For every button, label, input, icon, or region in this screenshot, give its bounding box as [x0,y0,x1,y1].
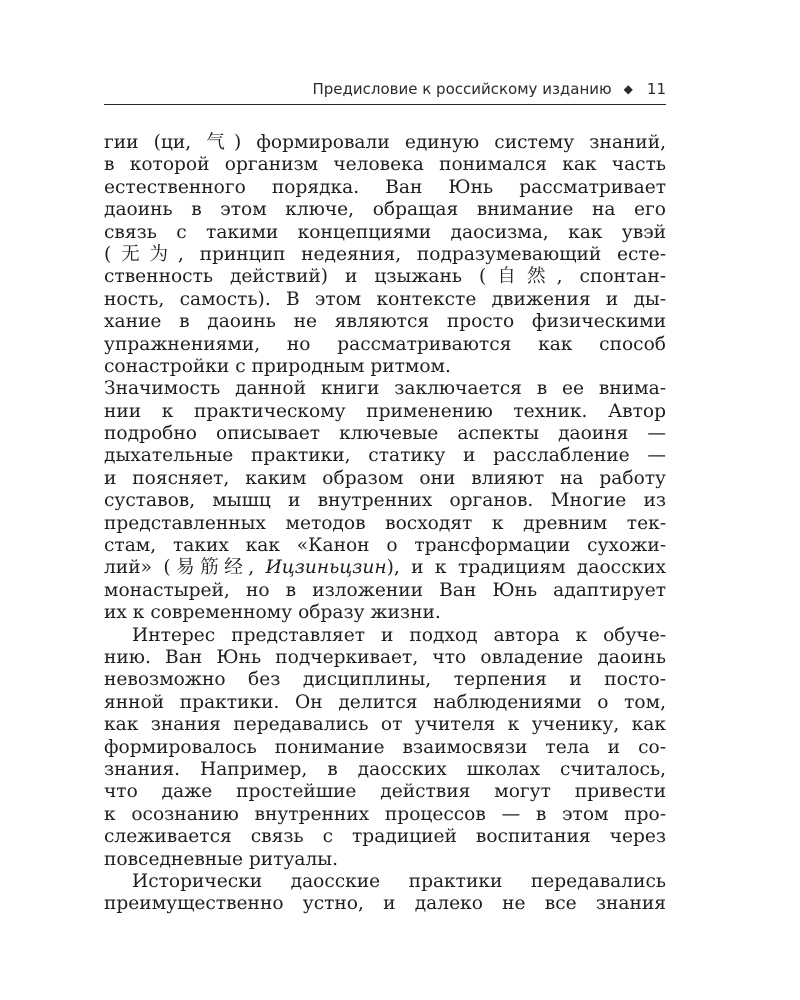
text-line: естественного порядка. Ван Юнь рассматривает [104,176,666,198]
italic-term: Ицзиньцзин [265,557,387,579]
text-line: в которой организм человека понимался как часть [104,154,666,176]
text-line: их к современному образу жизни. [104,602,441,624]
text-line: стам, таких как «Канон о трансформации сухожи- [104,535,666,557]
text-line: хание в даоинь не являются просто физическими [104,311,666,333]
text-line: повседневные ритуалы. [104,848,339,870]
text-line: как знания передавались от учителя к ученику, как [104,714,666,736]
running-head [104,74,666,104]
text-line: формировалось понимание взаимосвязи тела и со- [104,736,666,758]
text-line: Исторически даосские практики передавались [132,870,666,892]
running-title: Предисловие к российскому изданию [312,80,612,98]
text-line: знания. Например, в даосских школах считалось, [104,758,666,780]
text-line: лий» (易筋经, Ицзиньцзин), и к традициям даосских [104,557,666,579]
text-line: гии (ци, 气) формировали единую систему знаний, [104,132,666,153]
text-line: ность, самость). В этом контексте движения и ды- [104,288,666,310]
text-line: представленных методов восходят к древним тек- [104,512,666,534]
text-line: невозможно без дисциплины, терпения и посто- [104,669,666,691]
text-line: дыхательные практики, статику и расслабление — [104,445,666,467]
text-line: упражнениями, но рассматриваются как способ [104,333,666,355]
page-number: 11 [646,80,666,98]
text-line: преимущественно устно, и далеко не все знания [104,893,666,915]
text-line: (无为, принцип недеяния, подразумевающий есте- [104,243,666,265]
text-line: слеживается связь с традицией воспитания через [104,826,666,848]
text-line: нию. Ван Юнь подчеркивает, что овладение даоинь [104,646,666,668]
text-line: монастырей, но в изложении Ван Юнь адаптирует [104,579,666,601]
diamond-separator-icon: ◆ [623,82,633,96]
text-line: нии к практическому применению техник. Автор [104,400,666,422]
text-line: Интерес представляет и подход автора к обуче- [132,624,666,646]
text-line: суставов, мышц и внутренних органов. Многие из [104,490,666,512]
text-line: ственность действий) и цзыжань (自然, спонтан- [104,266,666,288]
text-line: Значимость данной книги заключается в ее внима- [104,378,666,400]
text-line: что даже простейшие действия могут привести [104,781,666,803]
header-rule [104,104,666,105]
text-line: к осознанию внутренних процессов — в этом про- [104,803,666,825]
text-line: даоинь в этом ключе, обращая внимание на его [104,199,666,221]
text-line: сонастройки с природным ритмом. [104,355,451,377]
text-line: подробно описывает ключевые аспекты даоиня — [104,423,666,445]
text-line: связь с такими концепциями даосизма, как увэй [104,221,666,243]
text-line: янной практики. Он делится наблюдениями о том, [104,691,666,713]
body-text [104,132,666,916]
text-line: и поясняет, каким образом они влияют на работу [104,467,666,489]
